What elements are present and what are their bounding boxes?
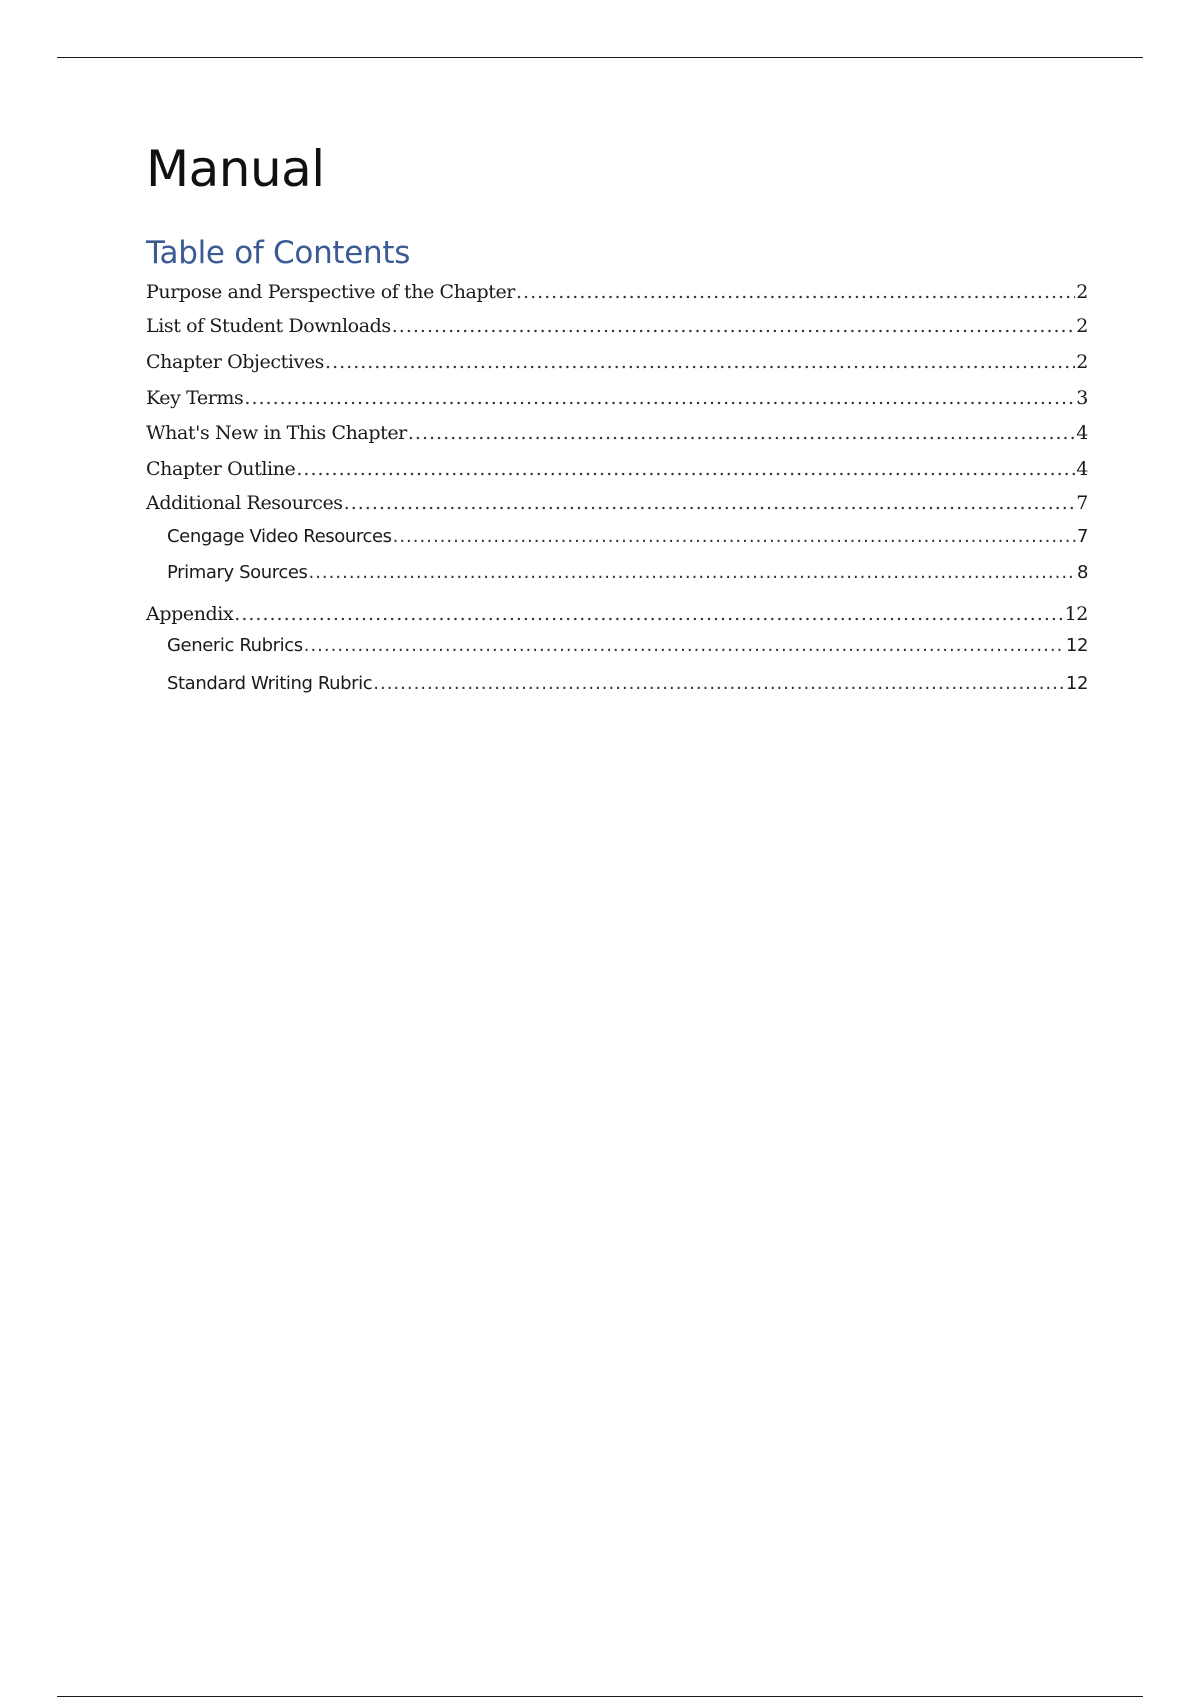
toc-heading: Table of Contents	[146, 235, 411, 271]
toc-leader-dots	[392, 315, 1076, 337]
toc-entry-label: Purpose and Perspective of the Chapter	[146, 281, 515, 303]
toc-entry-label: Standard Writing Rubric	[167, 673, 373, 694]
toc-entry-label: Generic Rubrics	[167, 635, 303, 656]
toc-entry-page: 4	[1076, 422, 1088, 444]
toc-entry-cengage-video-resources[interactable]	[167, 526, 1088, 554]
toc-entry-chapter-outline[interactable]	[146, 458, 1088, 486]
toc-entry-page: 2	[1076, 315, 1088, 337]
toc-entry-key-terms[interactable]	[146, 387, 1088, 415]
document-title: Manual	[146, 140, 325, 198]
toc-leader-dots	[325, 351, 1075, 373]
toc-entry-additional-resources[interactable]	[146, 492, 1088, 520]
toc-entry-label: Appendix	[146, 603, 234, 625]
toc-entry-page: 12	[1065, 635, 1088, 656]
toc-entry-label: Additional Resources	[146, 492, 343, 514]
toc-leader-dots	[244, 387, 1075, 409]
toc-leader-dots	[393, 526, 1076, 547]
toc-entry-page: 7	[1076, 492, 1088, 514]
toc-entry-purpose-and-perspective[interactable]	[146, 281, 1088, 309]
toc-leader-dots	[516, 281, 1075, 303]
toc-entry-page: 12	[1065, 673, 1088, 694]
footer-rule	[57, 1696, 1143, 1697]
toc-leader-dots	[234, 603, 1063, 625]
toc-entry-chapter-objectives[interactable]	[146, 351, 1088, 379]
toc-leader-dots	[408, 422, 1075, 444]
toc-entry-page: 12	[1064, 603, 1088, 625]
toc-entry-label: Key Terms	[146, 387, 244, 409]
toc-entry-label: Chapter Objectives	[146, 351, 325, 373]
toc-leader-dots	[344, 492, 1076, 514]
toc-entry-student-downloads[interactable]	[146, 315, 1088, 343]
toc-entry-label: What's New in This Chapter	[146, 422, 407, 444]
toc-leader-dots	[308, 562, 1075, 583]
toc-entry-page: 3	[1076, 387, 1088, 409]
toc-entry-label: Cengage Video Resources	[167, 526, 392, 547]
toc-entry-generic-rubrics[interactable]	[167, 635, 1088, 663]
toc-leader-dots	[296, 458, 1075, 480]
toc-entry-appendix[interactable]	[146, 603, 1088, 631]
toc-leader-dots	[304, 635, 1065, 656]
toc-entry-page: 2	[1076, 281, 1088, 303]
header-rule	[57, 57, 1143, 58]
toc-entry-page: 8	[1076, 562, 1088, 583]
toc-entry-page: 2	[1076, 351, 1088, 373]
toc-entry-label: Chapter Outline	[146, 458, 296, 480]
toc-entry-page: 7	[1076, 526, 1088, 547]
toc-entry-label: List of Student Downloads	[146, 315, 391, 337]
toc-entry-label: Primary Sources	[167, 562, 308, 583]
toc-entry-primary-sources[interactable]	[167, 562, 1088, 590]
toc-entry-standard-writing-rubric[interactable]	[167, 673, 1088, 701]
toc-entry-whats-new[interactable]	[146, 422, 1088, 450]
toc-entry-page: 4	[1076, 458, 1088, 480]
toc-leader-dots	[373, 673, 1065, 694]
